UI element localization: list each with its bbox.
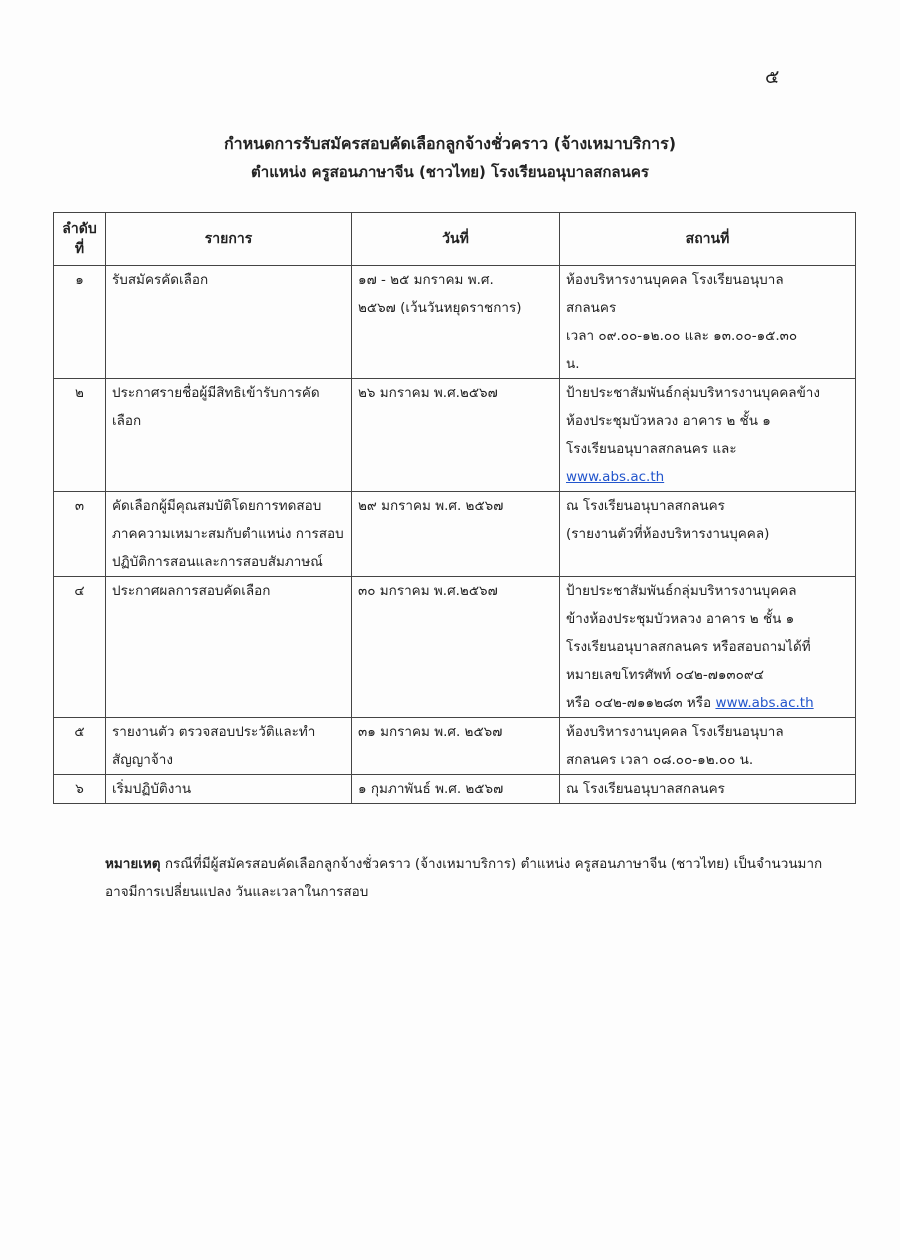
table-row [54,718,856,775]
header-place: สถานที่ [560,213,856,266]
table-row [54,492,856,577]
cell-item [106,577,352,718]
place-line: ห้องประชุมบัวหลวง อาคาร ๒ ชั้น ๑ [566,413,771,429]
date-line: ๓๑ มกราคม พ.ศ. ๒๕๖๗ [358,724,503,740]
date-line: ๒๙ มกราคม พ.ศ. ๒๕๖๗ [358,498,504,514]
cell-seq: ๔ [54,577,106,718]
place-line: หมายเลขโทรศัพท์ ๐๔๒-๗๑๓๐๙๔ [566,667,764,683]
place-line [566,463,849,491]
note-label: หมายเหตุ [105,856,161,872]
place-line: ณ โรงเรียนอนุบาลสกลนคร [566,781,725,797]
item-text: คัดเลือกผู้มีคุณสมบัติโดยการทดสอบภาคความเหมาะสมกับตำแหน่ง การสอบปฏิบัติการสอนและการสอบสัมภาษณ์ [112,498,344,570]
date-line: ๑๗ - ๒๕ มกราคม พ.ศ. [358,272,494,288]
cell-item [106,379,352,492]
cell-item [106,775,352,804]
note [105,850,825,906]
place-line: โรงเรียนอนุบาลสกลนคร หรือสอบถามได้ที่ [566,639,811,655]
schedule-table [53,212,856,804]
cell-place [560,492,856,577]
table-row [54,266,856,379]
website-link[interactable]: www.abs.ac.th [715,695,814,711]
cell-place [560,775,856,804]
place-tail: หรือ ๐๔๒-๗๑๑๒๘๓ หรือ [566,695,716,711]
item-text: รายงานตัว ตรวจสอบประวัติและทำสัญญาจ้าง [112,724,316,768]
cell-place [560,379,856,492]
item-text: เริ่มปฏิบัติงาน [112,781,192,797]
table-row [54,577,856,718]
date-line: ๑ กุมภาพันธ์ พ.ศ. ๒๕๖๗ [358,781,504,797]
place-line: เวลา ๐๙.๐๐-๑๒.๐๐ และ ๑๓.๐๐-๑๕.๓๐ [566,328,798,344]
table-row [54,775,856,804]
document-subtitle: ตำแหน่ง ครูสอนภาษาจีน (ชาวไทย) โรงเรียนอนุบาลสกลนคร [251,163,649,181]
table-header-row [54,213,856,266]
cell-item [106,718,352,775]
cell-item [106,492,352,577]
website-link[interactable]: www.abs.ac.th [566,469,665,485]
place-line: สกลนคร เวลา ๐๘.๐๐-๑๒.๐๐ น. [566,752,754,768]
note-text: กรณีที่มีผู้สมัครสอบคัดเลือกลูกจ้างชั่วคราว (จ้างเหมาบริการ) ตำแหน่ง ครูสอนภาษาจีน (ชาวไทย) เป็นจำนวนมาก อาจมีการเปลี่ยนแปลง วันและเวลาในการสอบ [105,856,823,900]
cell-seq: ๕ [54,718,106,775]
place-line: สกลนคร [566,300,617,316]
cell-place [560,266,856,379]
header-seq: ลำดับที่ [54,213,106,266]
header-date: วันที่ [352,213,560,266]
cell-item [106,266,352,379]
cell-date [352,775,560,804]
place-line: ห้องบริหารงานบุคคล โรงเรียนอนุบาล [566,272,784,288]
cell-date [352,718,560,775]
place-line: ป้ายประชาสัมพันธ์กลุ่มบริหารงานบุคคลข้าง [566,385,820,401]
date-line: ๒๖ มกราคม พ.ศ.๒๕๖๗ [358,385,498,401]
date-line: ๓๐ มกราคม พ.ศ.๒๕๖๗ [358,583,498,599]
header-item: รายการ [106,213,352,266]
table-row [54,379,856,492]
cell-date [352,577,560,718]
cell-date [352,266,560,379]
date-line: ๒๕๖๗ (เว้นวันหยุดราชการ) [358,300,522,316]
item-text: รับสมัครคัดเลือก [112,272,209,288]
cell-seq: ๓ [54,492,106,577]
document-title: กำหนดการรับสมัครสอบคัดเลือกลูกจ้างชั่วคราว (จ้างเหมาบริการ) [223,134,677,153]
place-line: ข้างห้องประชุมบัวหลวง อาคาร ๒ ชั้น ๑ [566,611,795,627]
place-line: ณ โรงเรียนอนุบาลสกลนคร [566,498,725,514]
place-line: ป้ายประชาสัมพันธ์กลุ่มบริหารงานบุคคล [566,583,797,599]
item-text: ประกาศรายชื่อผู้มีสิทธิเข้ารับการคัดเลือก [112,385,320,429]
cell-seq: ๑ [54,266,106,379]
cell-place [560,718,856,775]
cell-seq: ๒ [54,379,106,492]
place-line [566,689,849,717]
cell-place [560,577,856,718]
place-line: น. [566,356,580,372]
place-line: ห้องบริหารงานบุคคล โรงเรียนอนุบาล [566,724,784,740]
cell-date [352,379,560,492]
page-number: ๕ [765,66,780,88]
cell-date [352,492,560,577]
place-line: โรงเรียนอนุบาลสกลนคร และ [566,441,737,457]
item-text: ประกาศผลการสอบคัดเลือก [112,583,271,599]
place-line: (รายงานตัวที่ห้องบริหารงานบุคคล) [566,526,770,542]
cell-seq: ๖ [54,775,106,804]
